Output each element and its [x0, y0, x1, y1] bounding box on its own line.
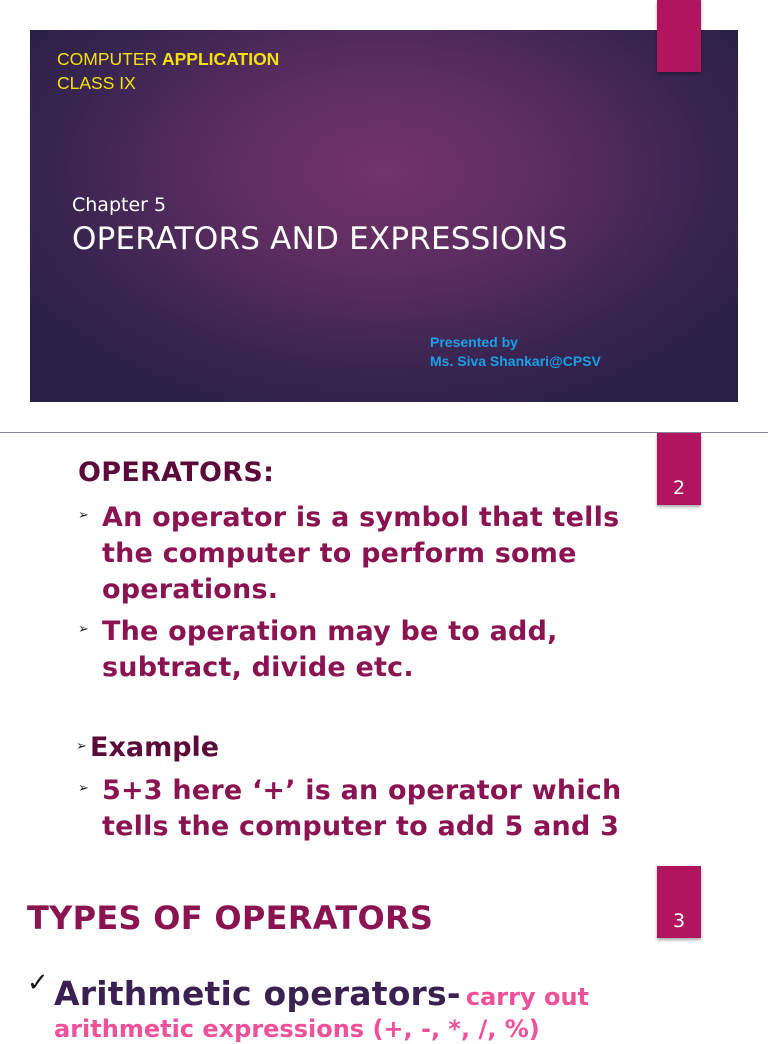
section-heading: TYPES OF OPERATORS: [27, 899, 434, 937]
chapter-label: Chapter 5: [72, 194, 167, 216]
title-slide-background: [30, 30, 738, 402]
arrowhead-bullet-icon: ➢: [78, 781, 89, 796]
presented-by-label: Presented by: [430, 334, 518, 350]
example-text: 5+3 here ‘+’ is an operator which tells the computer to add 5 and 3: [102, 775, 622, 842]
arrowhead-bullet-icon: ➢: [76, 739, 87, 754]
arrowhead-bullet-icon: ➢: [78, 508, 89, 523]
slide-1: [0, 0, 768, 432]
presenter-name: Ms. Siva Shankari@CPSV: [430, 353, 601, 369]
checkmark-icon: ✓: [27, 968, 49, 998]
bullet-text: The operation may be to add, subtract, divide etc.: [102, 616, 558, 683]
subject-label: COMPUTER APPLICATION: [57, 49, 280, 69]
slide-number: 2: [672, 477, 686, 499]
slide-accent-tab: [657, 0, 701, 72]
item-term: Arithmetic operators-: [54, 974, 461, 1013]
bullet-text: An operator is a symbol that tells the computer to perform some operations.: [102, 502, 620, 605]
example-label: Example: [90, 732, 220, 763]
subject-label-bold: APPLICATION: [162, 49, 280, 69]
slide-number-tab: [657, 866, 701, 938]
slide-2: [0, 433, 768, 866]
item-description-continued: arithmetic expressions (+, -, *, /, %): [54, 1015, 540, 1043]
slide-title: OPERATORS AND EXPRESSIONS: [72, 221, 568, 257]
slide-number-tab: [657, 433, 701, 505]
item-description: carry out: [465, 983, 590, 1011]
class-label: CLASS IX: [57, 73, 136, 93]
section-heading: OPERATORS:: [78, 457, 275, 488]
slide-3: [0, 866, 768, 1043]
slide-number: 3: [672, 910, 686, 932]
arrowhead-bullet-icon: ➢: [78, 622, 89, 637]
